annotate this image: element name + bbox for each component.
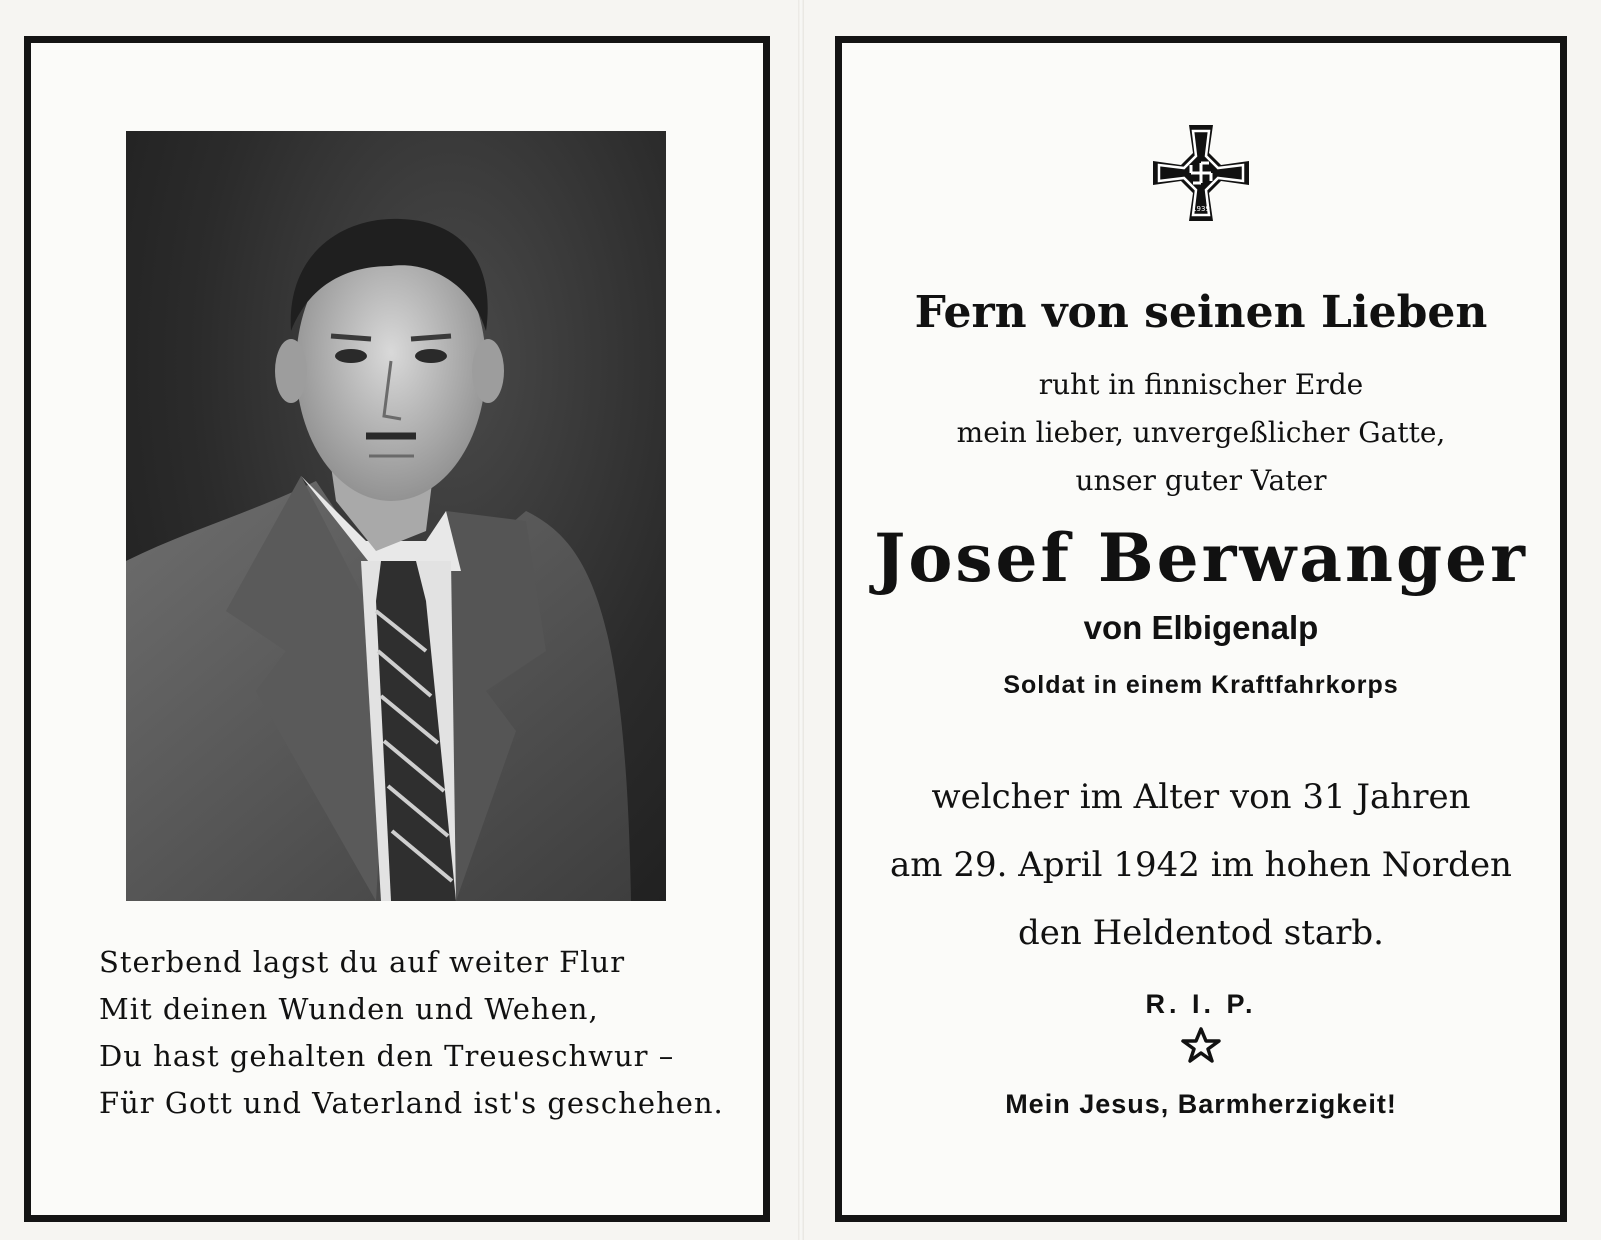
poem-line: Du hast gehalten den Treueschwur – xyxy=(99,1039,675,1073)
intro-line: unser guter Vater xyxy=(1075,464,1327,497)
intro-line: ruht in finnischer Erde xyxy=(1038,368,1364,401)
deceased-name: Josef Berwanger xyxy=(874,519,1528,597)
rank-text: Soldat in einem Kraftfahrkorps xyxy=(1003,671,1399,699)
intro-line: mein lieber, unvergeßlicher Gatte, xyxy=(956,416,1446,449)
death-notice-text xyxy=(842,763,1560,967)
star-icon xyxy=(842,1027,1560,1067)
right-panel xyxy=(835,36,1567,1222)
intro-text xyxy=(842,361,1560,505)
iron-cross-icon xyxy=(842,123,1560,227)
body-line: den Heldentod starb. xyxy=(1018,913,1384,953)
poem-line: Für Gott und Vaterland ist's geschehen. xyxy=(99,1086,724,1120)
card-heading: Fern von seinen Lieben xyxy=(914,287,1488,338)
card-fold xyxy=(798,0,804,1240)
body-line: am 29. April 1942 im hohen Norden xyxy=(890,845,1512,885)
cross-year: 1939 xyxy=(1192,205,1210,213)
left-panel xyxy=(24,36,770,1222)
closing-prayer: Mein Jesus, Barmherzigkeit! xyxy=(1005,1089,1397,1119)
poem xyxy=(99,939,759,1127)
poem-line: Sterbend lagst du auf weiter Flur xyxy=(99,945,626,979)
origin-text: von Elbigenalp xyxy=(1083,609,1319,646)
poem-line: Mit deinen Wunden und Wehen, xyxy=(99,992,599,1026)
portrait-photo xyxy=(126,131,666,901)
body-line: welcher im Alter von 31 Jahren xyxy=(931,777,1471,817)
rip-text: R. I. P. xyxy=(1145,989,1257,1019)
